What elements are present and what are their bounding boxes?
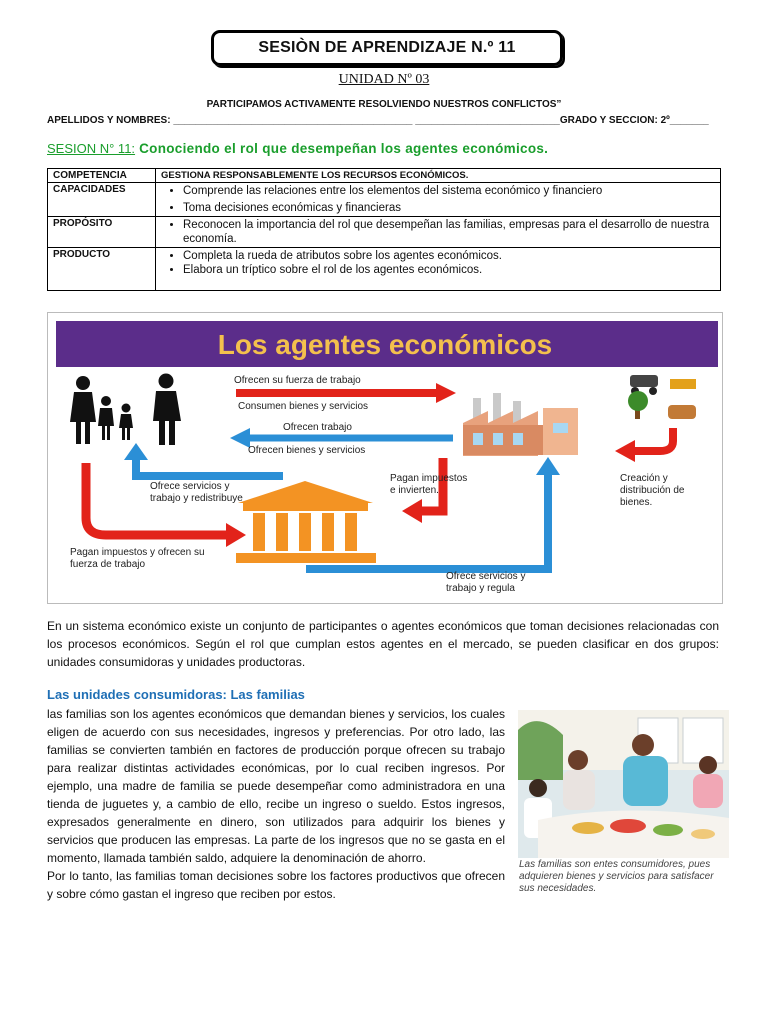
resources-icon [628, 375, 696, 419]
capacidades-label: CAPACIDADES [48, 183, 156, 217]
list-item: • Elabora un tríptico sobre el rol de los agentes económicos. [183, 263, 715, 277]
table-row [48, 217, 721, 248]
producto-label: PRODUCTO [48, 248, 156, 291]
arrow-left-icon [615, 440, 635, 462]
intro-paragraph: En un sistema económico existe un conjunto de participantes o agentes económicos que toman decisiones relacionadas con los procesos económicos. Según el rol que cumplan estos agentes en el mercado, se pueden clasificar en dos grupos: unidades consumidoras y unidades productoras. [47, 619, 719, 669]
table-row [48, 248, 721, 291]
photo-caption: Las familias son entes consumidores, pues adquieren bienes y servicios para satisfacer sus necesidades. [519, 859, 714, 894]
arrow-right-icon [226, 523, 246, 547]
capacidades-value [156, 183, 721, 217]
familias-paragraph [47, 705, 505, 903]
arrow-up-icon [124, 443, 148, 460]
label-consumen: Consumen bienes y servicios [238, 401, 369, 412]
arrow-left-icon [230, 428, 250, 448]
government-icon [236, 481, 376, 563]
family-meal-illustration [518, 710, 729, 858]
label-familias-imp-2: fuerza de trabajo [70, 559, 146, 570]
list-item: • Completa la rueda de atributos sobre los agentes económicos. [183, 249, 715, 263]
table-row [48, 169, 721, 183]
label-creacion-2: distribución de [620, 485, 685, 496]
arrow-up-icon [536, 457, 560, 475]
producto-value [156, 248, 721, 291]
session-heading [47, 141, 548, 156]
session-title-box [211, 30, 563, 66]
familias-p2: Por lo tanto, las familias toman decisiones sobre los factores productivos que ofrecen y sobre cómo gastan el ingreso que reciben por estos. [47, 869, 505, 901]
unit-label: UNIDAD Nº 03 [338, 72, 430, 87]
session-topic: Conociendo el rol que desempeñan los agentes económicos. [135, 141, 549, 156]
familias-p1: las familias son los agentes económicos que demandan bienes y servicios, los cuales eligen de acuerdo con sus necesidades, ingresos y preferencias. Por otro lado, las familias se convierten también en factores de producción porque ofrecen su trabajo para realizar distintas actividades económicas, por lo cual reciben ingresos. Por ejemplo, una madre de familia se puede desempeñar como administradora en una tienda de juguetes y, a cambio de ello, recibe un ingreso o sueldo. Estos ingresos, expresados generalmente en dinero, son utilizados para adquirir los bienes y servicios que producen las empresas. La parte de los ingresos que no se gasta en el momento, llamada también saldo, adquiere la denominación de ahorro. [47, 707, 505, 865]
label-redistribuye-1: Ofrece servicios y [150, 481, 230, 492]
arrow-left-icon [402, 499, 422, 523]
student-name-line: APELLIDOS Y NOMBRES: ___________________________________________ __________________________GRADO Y SECCION: 2º_______ [47, 115, 709, 126]
factory-icon [463, 393, 578, 456]
section-heading-familias: Las unidades consumidoras: Las familias [47, 687, 305, 702]
list-item: • Toma decisiones económicas y financieras [183, 201, 715, 215]
list-item: • Reconocen la importancia del rol que desempeñan las familias, empresas para el desarrollo de nuestra economía. [183, 218, 715, 246]
proposito-label: PROPÓSITO [48, 217, 156, 248]
family-meal-photo [518, 710, 729, 858]
label-creacion-1: Creación y [620, 473, 668, 484]
diagram-banner-text: Los agentes económicos [217, 329, 553, 360]
family-icon [70, 374, 181, 446]
competencia-value: GESTIONA RESPONSABLEMENTE LOS RECURSOS ECONÓMICOS. [156, 169, 721, 183]
diagram-svg [48, 313, 722, 603]
label-redistribuye-2: trabajo y redistribuye [150, 493, 243, 504]
label-impuestos-1: Pagan impuestos [390, 473, 468, 484]
label-familias-imp-1: Pagan impuestos y ofrecen su [70, 547, 205, 558]
label-creacion-3: bienes. [620, 497, 653, 508]
list-item: • Comprende las relaciones entre los elementos del sistema económico y financiero [183, 184, 715, 198]
session-info-table [47, 168, 721, 291]
competencia-label: COMPETENCIA [48, 169, 156, 183]
label-regula-2: trabajo y regula [446, 583, 515, 594]
label-regula-1: Ofrece servicios y [446, 571, 526, 582]
proposito-value [156, 217, 721, 248]
session-title: SESIÒN DE APRENDIZAJE N.º 11 [258, 39, 516, 56]
label-ofrecen-bienes: Ofrecen bienes y servicios [248, 445, 366, 456]
label-fuerza: Ofrecen su fuerza de trabajo [234, 375, 361, 386]
economic-agents-diagram [47, 312, 723, 604]
arrow-right-icon [436, 383, 456, 403]
unit-motto: PARTICIPAMOS ACTIVAMENTE RESOLVIENDO NUESTROS CONFLICTOS” [206, 99, 562, 110]
session-number: SESION N° 11: [47, 141, 136, 156]
label-impuestos-2: e invierten. [390, 485, 439, 496]
table-row [48, 183, 721, 217]
label-ofrecen-trabajo: Ofrecen trabajo [283, 422, 352, 433]
